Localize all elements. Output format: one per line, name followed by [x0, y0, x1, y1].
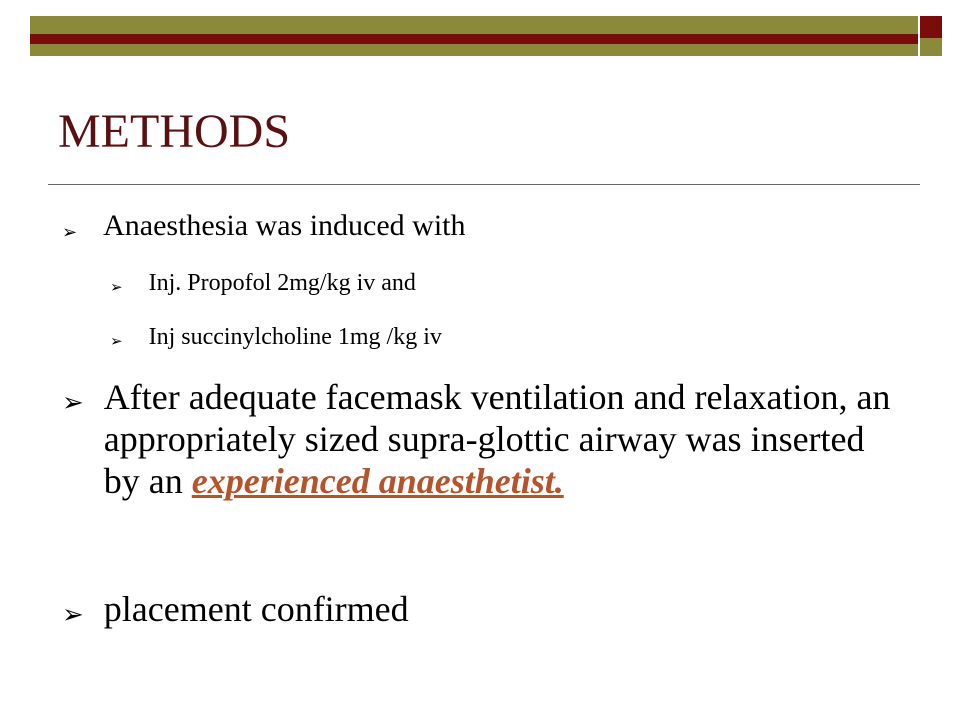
bullet-text: Inj succinylcholine 1mg /kg iv [148, 324, 442, 350]
arrow-bullet-icon: ➢ [110, 280, 123, 296]
bullet-text [104, 376, 904, 502]
bullet-item-3 [110, 322, 442, 357]
slide-title: METHODS [58, 105, 291, 158]
bullet-text: placement confirmed [103, 589, 409, 629]
bullet-item-5 [62, 588, 409, 636]
arrow-bullet-icon: ➢ [62, 600, 84, 629]
emphasis-text: experienced anaesthetist. [191, 461, 564, 501]
bullet-text-main: After adequate facemask ventilation and relaxation, an appropriately sized supra-glottic airway was inserted by an [103, 377, 891, 501]
arrow-bullet-icon: ➢ [110, 334, 123, 350]
bullet-item-1 [62, 208, 466, 250]
bullet-text: Anaesthesia was induced with [103, 209, 466, 242]
bullet-item-2 [110, 268, 416, 303]
bullet-text: Inj. Propofol 2mg/kg iv and [148, 270, 416, 296]
bullet-item-4 [62, 376, 922, 502]
arrow-bullet-icon: ➢ [62, 222, 78, 242]
arrow-bullet-icon: ➢ [62, 388, 84, 417]
